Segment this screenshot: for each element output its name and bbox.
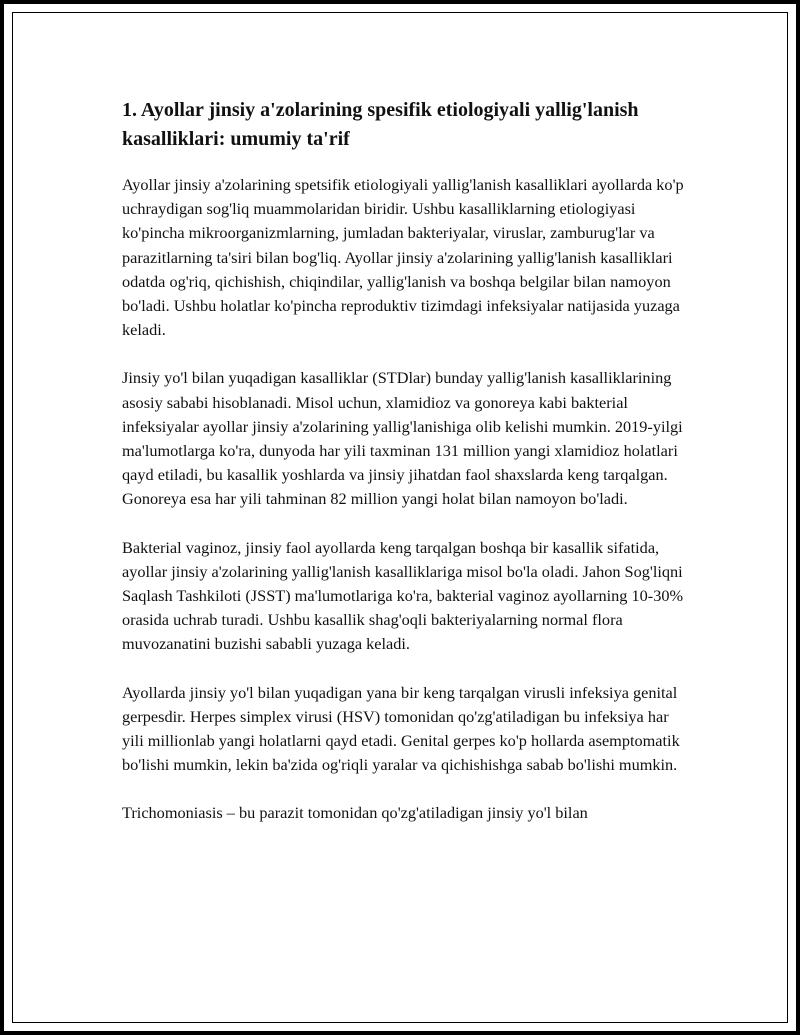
paragraph-2: Jinsiy yo'l bilan yuqadigan kasalliklar (STDlar) bunday yallig'lanish kasalliklarining asosiy sababi hisoblanadi. Misol uchun, xlamidioz va gonoreya kabi bakterial infeksiyalar ayollar jinsiy a'zolarining yallig'lanishiga olib kelishi mumkin. 2019-yilgi ma'lumotlarga ko'ra, dunyoda har yili taxminan 131 million yangi xlamidioz holatlari qayd etiladi, bu kasallik yoshlarda va jinsiy jihatdan faol shaxslarda keng tarqalgan. Gonoreya esa har yili tahminan 82 million yangi holat bilan namoyon bo'ladi. xyxy=(122,368,683,509)
paragraph-4: Ayollarda jinsiy yo'l bilan yuqadigan yana bir keng tarqalgan virusli infeksiya genital gerpesdir. Herpes simplex virusi (HSV) tomonidan qo'zg'atiladigan bu infeksiya har yili millionlab yangi holatlarni qayd etadi. Genital gerpes ko'p hollarda asemptomatik bo'lishi mumkin, lekin ba'zida og'riqli yaralar va qichishishga sabab bo'lishi mumkin. xyxy=(122,682,680,775)
paragraph-5: Trichomoniasis – bu parazit tomonidan qo'zg'atiladigan jinsiy yo'l bilan xyxy=(122,803,588,823)
section-title: 1. Ayollar jinsiy a'zolarining spesifik etiologiyali yallig'lanish kasalliklari: umumiy ta'rif xyxy=(122,99,639,150)
paragraph-1: Ayollar jinsiy a'zolarining spetsifik etiologiyali yallig'lanish kasalliklari ayollarda ko'p uchraydigan sog'liq muammolaridan biridir. Ushbu kasalliklarning etiologiyasi ko'pincha mikroorganizmlarning, jumladan bakteriyalar, viruslar, zamburug'lar va parazitlarning ta'siri bilan bog'liq. Ayollar jinsiy a'zolarining yallig'lanish kasalliklari odatda og'riq, qichishish, chiqindilar, yallig'lanish va boshqa belgilar bilan namoyon bo'ladi. Ushbu holatlar ko'pincha reproduktiv tizimdagi infeksiyalar natijasida yuzaga keladi. xyxy=(122,175,684,340)
document-body xyxy=(122,96,692,850)
paragraph-3: Bakterial vaginoz, jinsiy faol ayollarda keng tarqalgan boshqa bir kasallik sifatida, ayollar jinsiy a'zolarining yallig'lanish kasalliklariga misol bo'la oladi. Jahon Sog'liqni Saqlash Tashkiloti (JSST) ma'lumotlariga ko'ra, bakterial vaginoz ayollarning 10-30% orasida uchrab turadi. Ushbu kasallik shag'oqli bakteriyalarning normal flora muvozanatini buzishi sababli yuzaga keladi. xyxy=(122,537,684,654)
